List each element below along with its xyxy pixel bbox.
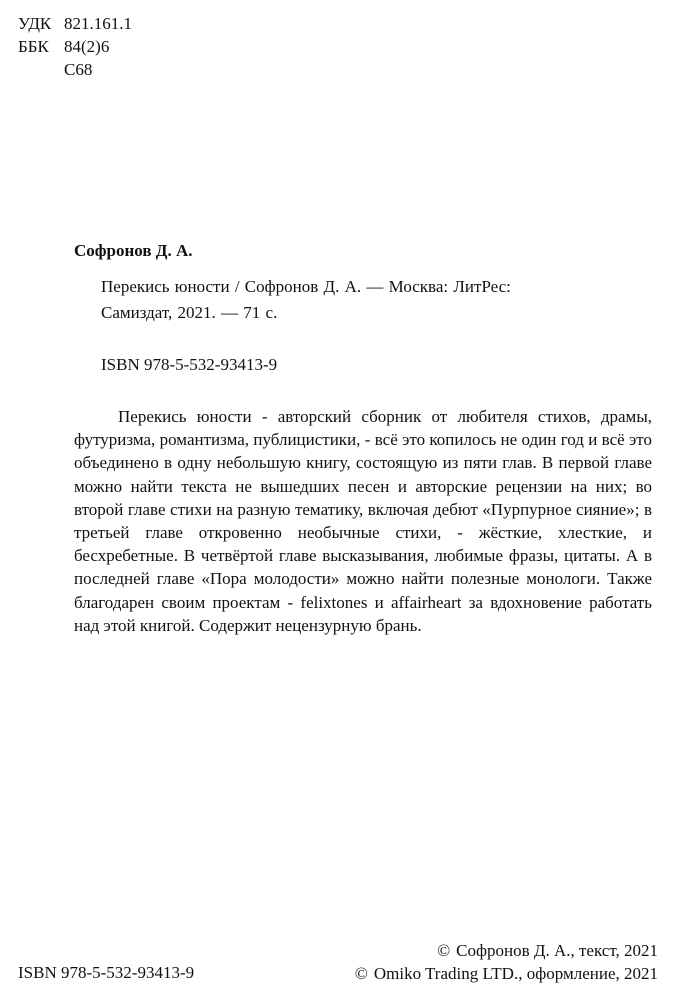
copyright-design: Omiko Trading LTD., оформление, 2021: [373, 964, 658, 983]
isbn: ISBN 978-5-532-93413-9: [101, 355, 278, 374]
author-mark-row: [18, 58, 132, 81]
bibliographic-record: [101, 274, 601, 326]
biblio-line-2: Самиздат, 2021. — 71 с.: [101, 303, 278, 322]
bbk-row: [18, 35, 132, 58]
copyright-text: Софронов Д. А., текст, 2021: [456, 941, 658, 960]
copyright-symbol: ©: [437, 941, 451, 960]
biblio-line-1: Перекись юности / Софронов Д. А. — Москва: ЛитРес:: [101, 277, 511, 296]
annotation-paragraph: Перекись юности - авторский сборник от любителя стихов, драмы, футуризма, романтизма, публицистики, - всё это копилось не один год и всё это объединено в одну небольшую книгу, состоящую из пяти глав. В первой главе можно найти текста не вышедших песен и авторские рецензии на них; во второй главе стихи на разную тематику, включая дебют «Пурпурное сияние»; в третьей главе откровенно необычные стихи, - жёсткие, хлесткие, и бесхребетные. В четвёртой главе высказывания, любимые фразы, цитаты. А в последней главе «Пора молодости» можно найти полезные монологи. Также благодарен своим проектам - felixtones и affairheart за вдохновение работать над этой книгой. Содержит нецензурную брань.: [74, 407, 652, 635]
bbk-label: ББК: [18, 37, 49, 56]
udk-label: УДК: [18, 14, 52, 33]
udk-value: 821.161.1: [64, 14, 132, 33]
udk-row: [18, 12, 132, 35]
copyright-symbol: ©: [354, 964, 368, 983]
footer-isbn: ISBN 978-5-532-93413-9: [18, 963, 195, 982]
classification-codes: [18, 12, 132, 81]
author-mark: С68: [64, 60, 93, 79]
author-heading: Софронов Д. А.: [74, 241, 193, 260]
copyright-line-design: [355, 962, 658, 985]
copyright-block: [355, 939, 658, 985]
copyright-line-text: [355, 939, 658, 962]
bbk-value: 84(2)6: [64, 37, 110, 56]
